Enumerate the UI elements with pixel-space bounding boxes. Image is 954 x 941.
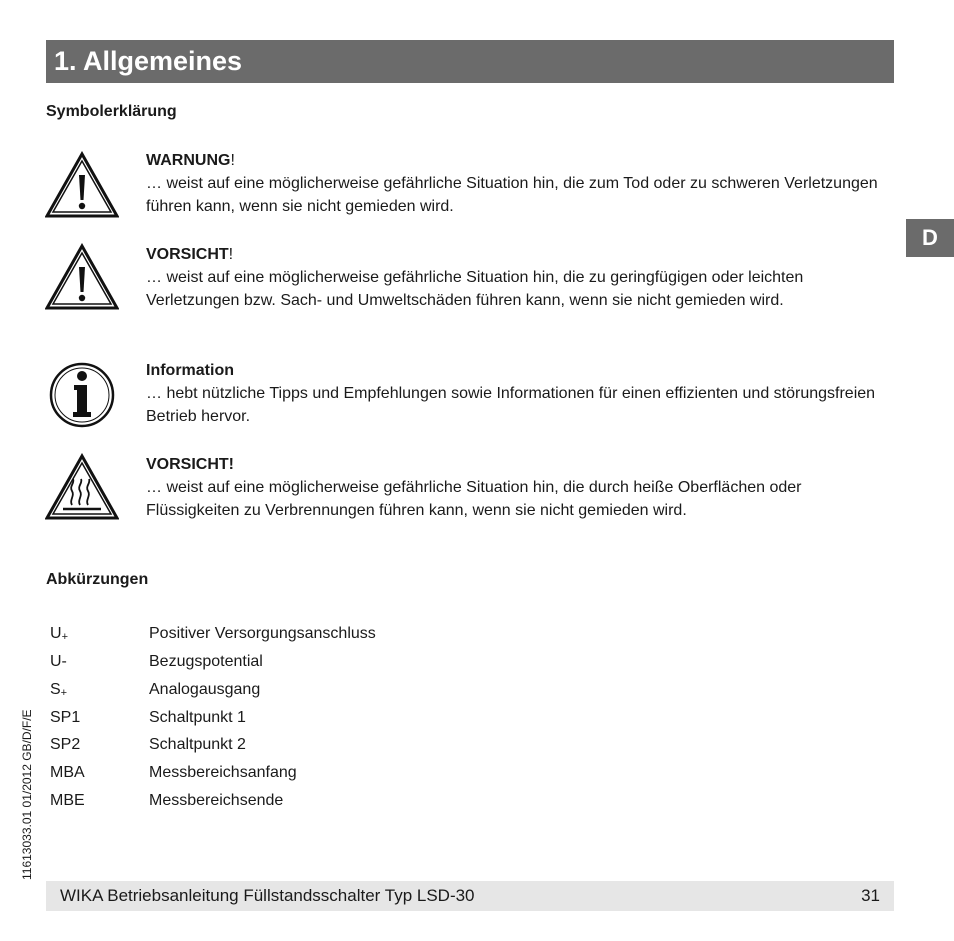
symbol-hot-surface-text: … weist auf eine möglicherweise gefährliche Situation hin, die durch heiße Oberflächen oder Flüssigkeiten zu Verbrennungen führen kann, wenn sie nicht gemieden wird.	[146, 479, 802, 519]
warning-triangle-icon	[45, 151, 119, 219]
symbol-legend-heading: Symbolerklärung	[46, 103, 177, 120]
symbol-caution-head: VORSICHT	[146, 246, 229, 263]
footer-title: WIKA Betriebsanleitung Füllstandsschalter Typ LSD-30	[60, 886, 475, 905]
symbol-caution: VORSICHT! … weist auf eine möglicherweise gefährliche Situation hin, die zu geringfügigen oder leichten Verletzungen bzw. Sach- und Umweltschäden führen kann, wenn sie nicht gemieden wird.	[146, 243, 886, 312]
symbol-warning: WARNUNG! … weist auf eine möglicherweise gefährliche Situation hin, die zum Tod oder zu schweren Verletzungen führen kann, wenn sie nicht gemieden wird.	[146, 149, 886, 218]
symbol-warning-text: … weist auf eine möglicherweise gefährliche Situation hin, die zum Tod oder zu schweren Verletzungen führen kann, wenn sie nicht gemieden wird.	[146, 175, 878, 215]
information-icon	[45, 360, 119, 428]
page-footer	[46, 881, 894, 911]
symbol-information	[146, 359, 886, 428]
symbol-caution-text: … weist auf eine möglicherweise gefährliche Situation hin, die zu geringfügigen oder leichten Verletzungen bzw. Sach- und Umweltschäden führen kann, wenn sie nicht gemieden wird.	[146, 269, 804, 309]
page-title: 1. Allgemeines	[46, 40, 894, 83]
hot-surface-icon	[45, 453, 119, 521]
language-tab: D	[906, 219, 954, 257]
symbol-hot-surface	[146, 453, 886, 522]
symbol-warning-head: WARNUNG	[146, 152, 231, 169]
symbol-hot-surface-head: VORSICHT!	[146, 456, 234, 473]
symbol-information-text: … hebt nützliche Tipps und Empfehlungen sowie Informationen für einen effizienten und störungsfreien Betrieb hervor.	[146, 385, 876, 425]
abbreviations-heading: Abkürzungen	[46, 571, 149, 588]
document-code: 11613033.01 01/2012 GB/D/F/E	[20, 709, 34, 880]
page-number: 31	[861, 886, 880, 905]
caution-triangle-icon	[45, 243, 119, 311]
symbol-information-head: Information	[146, 362, 234, 379]
